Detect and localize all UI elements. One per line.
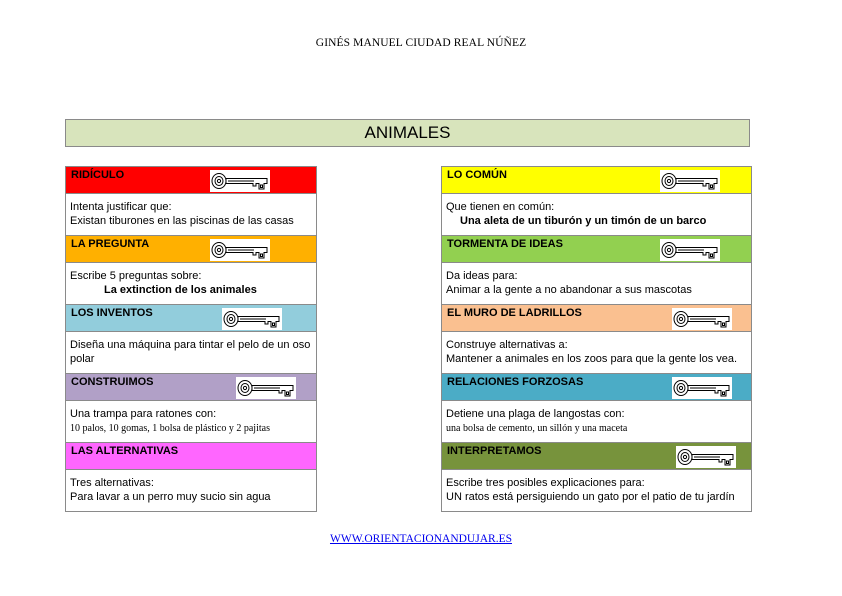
right-column (441, 166, 752, 512)
card-topic: 10 palos, 10 gomas, 1 bolsa de plástico y 2 pajitas (70, 422, 270, 434)
card-prompt: Una trampa para ratones con: (70, 408, 217, 420)
card-ridiculo (65, 166, 317, 235)
website-link[interactable]: WWW.ORIENTACIONANDUJAR.ES (329, 533, 512, 545)
key-icon (660, 170, 720, 192)
card-lo-comun (441, 166, 752, 235)
card-title: CONSTRUIMOS (71, 376, 154, 388)
card-header (442, 236, 751, 263)
card-body (66, 401, 316, 442)
card-header (442, 374, 751, 401)
card-body (66, 470, 316, 511)
card-header (442, 305, 751, 332)
card-title: EL MURO DE LADRILLOS (447, 307, 582, 319)
card-title: LO COMÚN (447, 169, 507, 181)
author-name: GINÉS MANUEL CIUDAD REAL NÚÑEZ (315, 37, 527, 49)
page-title: ANIMALES (65, 119, 750, 147)
card-prompt: Que tienen en común: (446, 201, 555, 213)
key-icon (210, 170, 270, 192)
card-header (442, 167, 751, 194)
card-title: RIDÍCULO (71, 169, 125, 181)
card-topic: Una aleta de un tiburón y un timón de un barco (460, 214, 707, 227)
card-topic: UN ratos está persiguiendo un gato por el patio de tu jardín (446, 490, 735, 503)
card-header (442, 443, 751, 470)
footer (0, 533, 842, 545)
card-topic: Para lavar a un perro muy sucio sin agua (70, 490, 271, 503)
card-title: INTERPRETAMOS (447, 445, 542, 457)
card-body (66, 263, 316, 304)
card-title: RELACIONES FORZOSAS (447, 376, 584, 388)
card-prompt: Escribe tres posibles explicaciones para: (446, 477, 645, 489)
key-icon (236, 377, 296, 399)
card-body (442, 194, 751, 235)
card-los-inventos (65, 304, 317, 373)
card-header (66, 167, 316, 194)
card-title: LA PREGUNTA (71, 238, 150, 250)
card-prompt: Construye alternativas a: (446, 339, 568, 351)
card-el-muro-de-ladrillos (441, 304, 752, 373)
card-header (66, 443, 316, 470)
card-la-pregunta (65, 235, 317, 304)
card-prompt: Detiene una plaga de langostas con: (446, 408, 625, 420)
card-body (442, 263, 751, 304)
card-topic: Existan tiburones en las piscinas de las casas (70, 214, 294, 227)
card-topic: una bolsa de cemento, un sillón y una maceta (446, 422, 628, 434)
card-header (66, 305, 316, 332)
card-topic: La extinction de los animales (104, 283, 257, 296)
card-body (66, 332, 316, 373)
card-interpretamos (441, 442, 752, 512)
card-body (442, 470, 751, 511)
card-title: LOS INVENTOS (71, 307, 153, 319)
card-relaciones-forzosas (441, 373, 752, 442)
card-topic: Mantener a animales en los zoos para que la gente los vea. (446, 352, 738, 365)
card-body (442, 401, 751, 442)
key-icon (222, 308, 282, 330)
card-topic: Animar a la gente a no abandonar a sus mascotas (446, 283, 692, 296)
card-prompt: Da ideas para: (446, 270, 518, 282)
card-body (66, 194, 316, 235)
card-prompt: Intenta justificar que: (70, 201, 172, 213)
key-icon (660, 239, 720, 261)
card-prompt: Escribe 5 preguntas sobre: (70, 270, 202, 282)
left-column (65, 166, 317, 512)
key-icon (672, 377, 732, 399)
key-icon (676, 446, 736, 468)
card-title: LAS ALTERNATIVAS (71, 445, 179, 457)
card-header (66, 374, 316, 401)
key-icon (672, 308, 732, 330)
card-prompt: Tres alternativas: (70, 477, 154, 489)
card-las-alternativas (65, 442, 317, 512)
key-icon (210, 239, 270, 261)
card-title: TORMENTA DE IDEAS (447, 238, 563, 250)
card-header (66, 236, 316, 263)
card-tormenta-de-ideas (441, 235, 752, 304)
card-prompt: Diseña una máquina para tintar el pelo de un oso polar (70, 339, 311, 365)
card-construimos (65, 373, 317, 442)
card-body (442, 332, 751, 373)
